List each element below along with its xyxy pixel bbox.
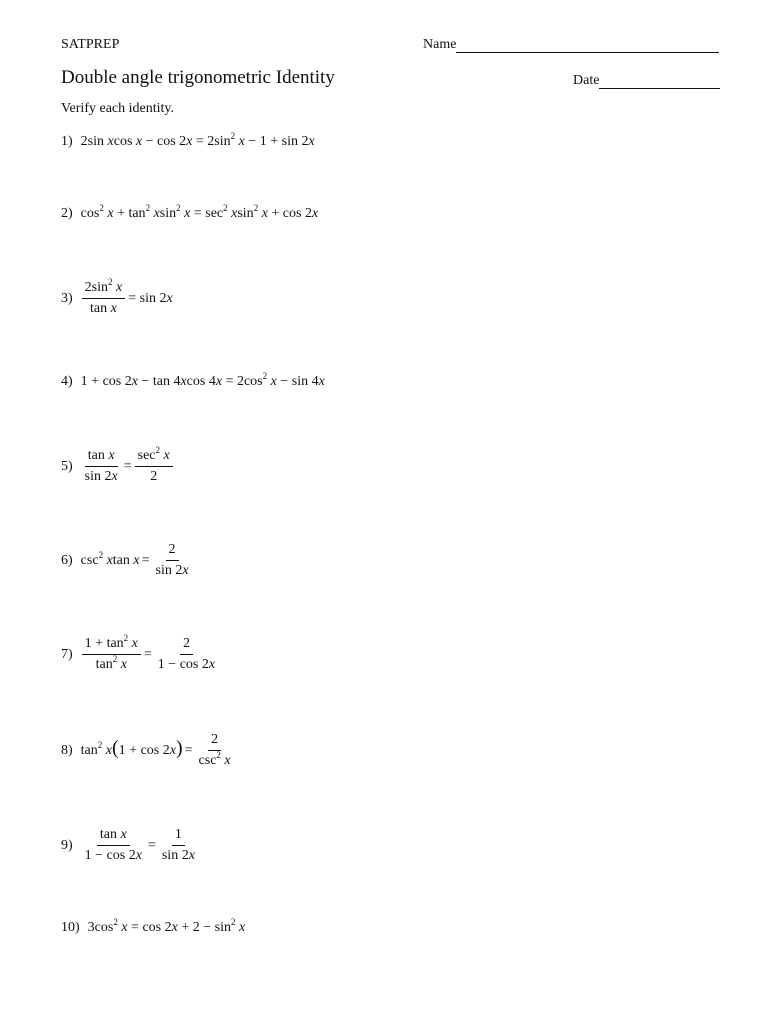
problem-1 — [61, 131, 315, 150]
problem-number: 1) — [61, 134, 73, 149]
problem-number: 5) — [61, 458, 73, 474]
problem-4 — [61, 371, 325, 390]
problem-number: 2) — [61, 206, 73, 221]
date-line[interactable] — [599, 74, 720, 89]
name-label: Name — [423, 37, 457, 52]
problem-5 — [61, 445, 174, 485]
problem-number: 6) — [61, 552, 73, 568]
problem-expression: $\cos^2 x + \tan^2 xsin^2$ $x = \sec^2 xsin^2$ x + cos 2x — [80, 203, 319, 221]
problem-expression: $3\cos^2$ $x = \cos 2x + 2 - \sin^2 x$ — [87, 917, 246, 935]
problem-expression: $\frac{1 + \tan^2 x}{\tan^2 x}$ = $\frac{2}{1 - \cos 2x}$ — [81, 636, 219, 673]
date-label: Date — [573, 73, 600, 88]
brand: SATPREP — [61, 37, 120, 52]
problem-9 — [61, 827, 199, 864]
problem-number: 10) — [61, 920, 80, 935]
problem-number: 4) — [61, 374, 73, 389]
instructions: Verify each identity. — [61, 101, 174, 116]
problem-3 — [61, 277, 175, 317]
problem-expression: $\frac{\text{tan x}}{1 - \cos 2x}$ = $\frac{1}{\sin 2x}$ — [84, 827, 195, 863]
date-field[interactable] — [573, 73, 720, 89]
name-field[interactable] — [423, 37, 719, 53]
problem-2 — [61, 203, 319, 222]
problem-expression: 1 + cos 2x − tan 4xcos $4x = 2\cos^2$ x − sin 4x — [80, 371, 325, 389]
problem-expression: $\frac{2\sin^2 x}{\text{tan x}}$ = sin 2x — [81, 280, 175, 317]
problem-expression: $\csc^2 xtan$ x = $\frac{2}{\sin 2x}$ — [80, 542, 189, 578]
problem-number: 8) — [61, 742, 73, 758]
problem-expression: $\frac{\text{tan x}}{\sin 2x}$ = $\frac{\sec^2 x}{2}$ — [81, 448, 174, 485]
problem-number: 9) — [61, 837, 73, 853]
problem-number: 7) — [61, 646, 73, 662]
page-title: Double angle trigonometric Identity — [61, 67, 335, 88]
problem-6 — [61, 542, 193, 579]
problem-7 — [61, 633, 219, 673]
name-line[interactable] — [456, 38, 719, 53]
problem-10 — [61, 917, 246, 936]
problem-8 — [61, 732, 235, 769]
problem-number: 3) — [61, 290, 73, 306]
problem-expression: $\tan^2 x(1 + \cos 2x)$ = $\frac{2}{\csc^2 x}$ — [80, 732, 231, 768]
problem-expression: 2sin xcos $x - \cos 2x = 2\sin^2$ x − 1 + sin 2x — [80, 131, 315, 149]
